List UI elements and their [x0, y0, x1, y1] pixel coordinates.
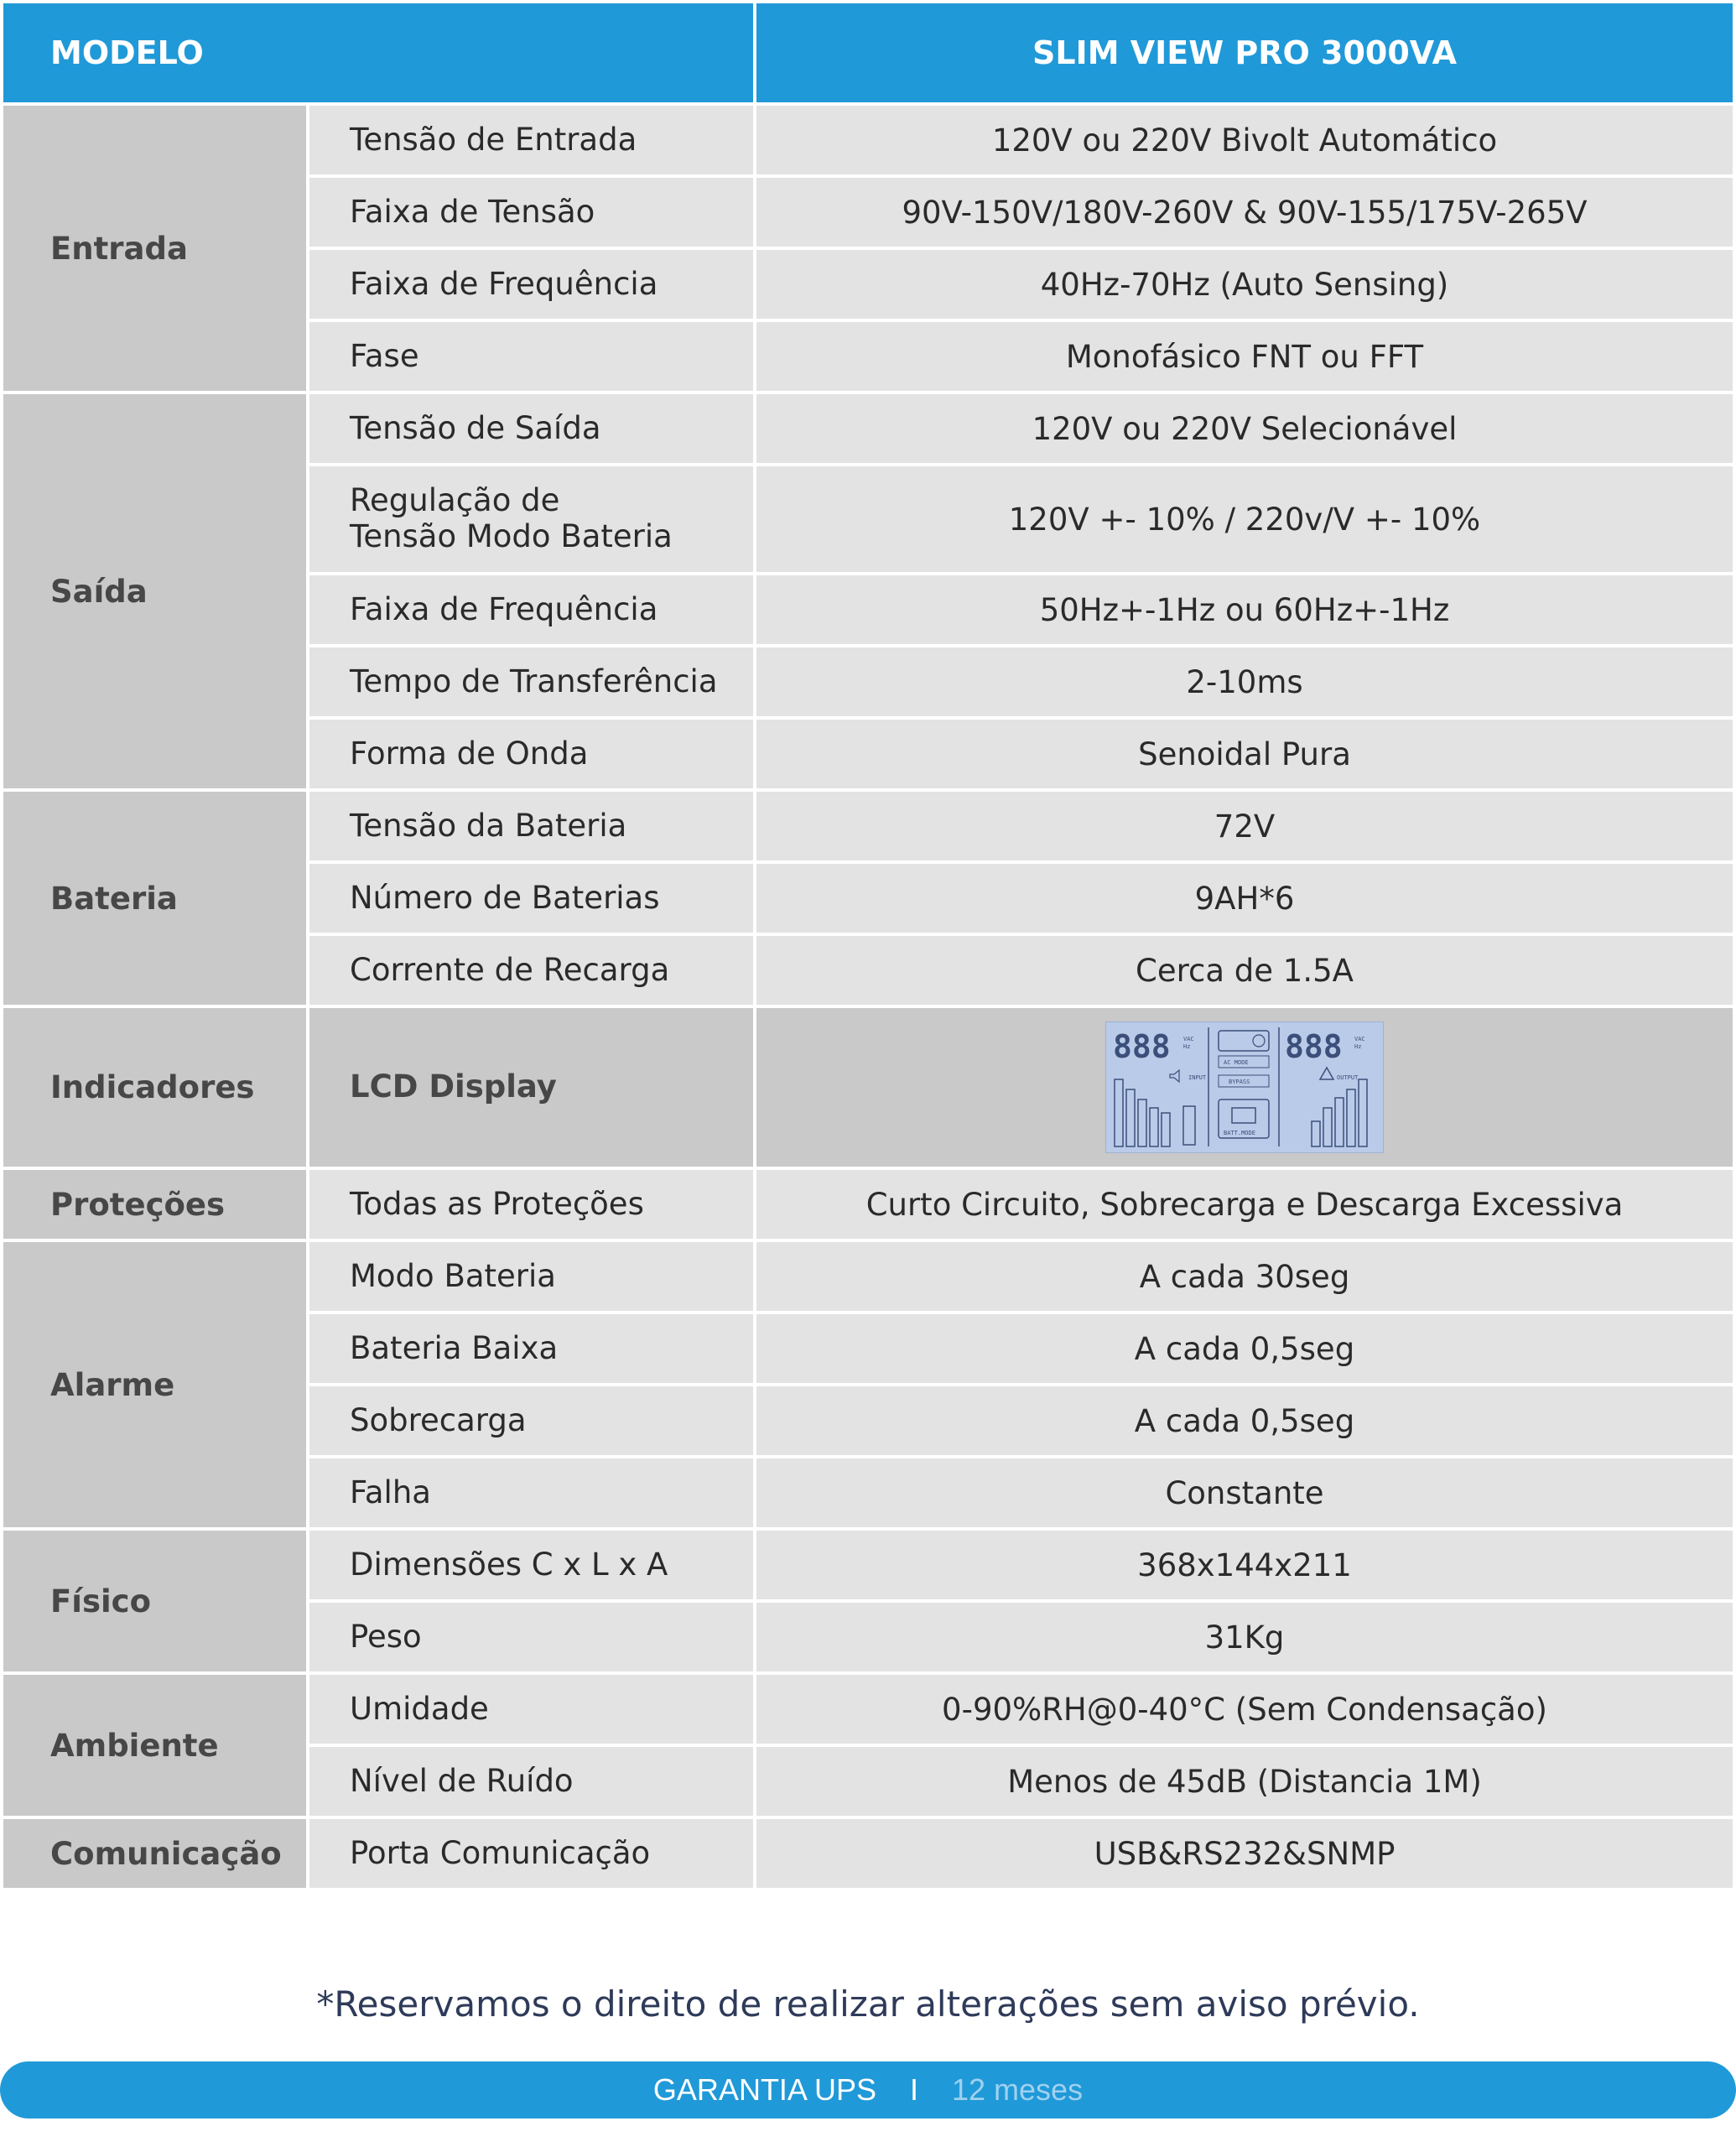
lcd-batt-mode-label: BATT.MODE — [1224, 1130, 1255, 1136]
header-model-name: SLIM VIEW PRO 3000VA — [756, 3, 1733, 106]
spec-label: Tensão de Saída — [309, 394, 756, 466]
lcd-hz-left: Hz — [1183, 1043, 1191, 1050]
lcd-display-cell — [756, 1008, 1733, 1170]
spec-label: Falha — [309, 1458, 756, 1531]
category-cell: Alarme — [3, 1242, 309, 1531]
lcd-input-bar — [1138, 1099, 1146, 1146]
lcd-plug-icon — [1219, 1031, 1269, 1051]
lcd-unit-left: VAC — [1183, 1036, 1194, 1042]
category-cell: Saída — [3, 394, 309, 792]
spec-label: Sobrecarga — [309, 1386, 756, 1458]
spec-label: Faixa de Frequência — [309, 250, 756, 322]
spec-value: 31Kg — [756, 1603, 1733, 1675]
lcd-battery-level-icon — [1183, 1106, 1195, 1145]
spec-value: 90V-150V/180V-260V & 90V-155/175V-265V — [756, 178, 1733, 250]
lcd-ac-mode-label: AC MODE — [1224, 1059, 1249, 1066]
spec-label: Nível de Ruído — [309, 1747, 756, 1819]
category-cell: Ambiente — [3, 1675, 309, 1819]
spec-label: Faixa de Tensão — [309, 178, 756, 250]
lcd-output-bar — [1312, 1121, 1320, 1146]
spec-label: Umidade — [309, 1675, 756, 1747]
lcd-input-bar — [1150, 1108, 1158, 1146]
spec-label: Todas as Proteções — [309, 1170, 756, 1242]
warranty-bar — [0, 2061, 1736, 2118]
spec-value: Constante — [756, 1458, 1733, 1531]
spec-label: Dimensões C x L x A — [309, 1531, 756, 1603]
spec-value: Monofásico FNT ou FFT — [756, 322, 1733, 394]
spec-value: 120V ou 220V Bivolt Automático — [756, 106, 1733, 178]
header-model-label: MODELO — [3, 3, 756, 106]
warranty-separator: I — [909, 2072, 918, 2107]
spec-label: Fase — [309, 322, 756, 394]
lcd-output-bar — [1335, 1098, 1344, 1146]
spec-value: A cada 0,5seg — [756, 1386, 1733, 1458]
lcd-outlet-icon — [1253, 1035, 1265, 1047]
spec-value: 0-90%RH@0-40°C (Sem Condensação) — [756, 1675, 1733, 1747]
spec-label: Número de Baterias — [309, 864, 756, 936]
spec-value: A cada 0,5seg — [756, 1314, 1733, 1386]
lcd-output-bar — [1323, 1108, 1332, 1146]
warranty-label: GARANTIA UPS — [652, 2072, 876, 2107]
lcd-input-bar — [1115, 1079, 1123, 1146]
spec-label: Forma de Onda — [309, 720, 756, 792]
spec-label: Tensão de Entrada — [309, 106, 756, 178]
spec-value: Cerca de 1.5A — [756, 936, 1733, 1008]
lcd-battery-icon — [1232, 1108, 1255, 1123]
lcd-output-bar — [1359, 1079, 1367, 1146]
spec-value: 40Hz-70Hz (Auto Sensing) — [756, 250, 1733, 322]
spec-value: USB&RS232&SNMP — [756, 1819, 1733, 1891]
category-cell: Indicadores — [3, 1008, 309, 1170]
lcd-bypass-label: BYPASS — [1229, 1079, 1250, 1085]
spec-value: Menos de 45dB (Distancia 1M) — [756, 1747, 1733, 1819]
spec-value: 120V +- 10% / 220v/V +- 10% — [756, 466, 1733, 575]
spec-label: Tensão da Bateria — [309, 792, 756, 864]
spec-label: Modo Bateria — [309, 1242, 756, 1314]
spec-label: Peso — [309, 1603, 756, 1675]
lcd-warning-icon — [1320, 1068, 1333, 1079]
lcd-input-label: INPUT — [1188, 1074, 1207, 1081]
spec-label: Porta Comunicação — [309, 1819, 756, 1891]
spec-label: Faixa de Frequência — [309, 575, 756, 647]
spec-value: 2-10ms — [756, 647, 1733, 720]
lcd-speaker-icon — [1170, 1070, 1179, 1082]
spec-value: 50Hz+-1Hz ou 60Hz+-1Hz — [756, 575, 1733, 647]
warranty-period: 12 meses — [952, 2072, 1084, 2107]
category-cell: Bateria — [3, 792, 309, 1008]
spec-value: 120V ou 220V Selecionável — [756, 394, 1733, 466]
spec-value: A cada 30seg — [756, 1242, 1733, 1314]
footnote: *Reservamos o direito de realizar alterações sem aviso prévio. — [316, 1983, 1420, 2025]
category-cell: Proteções — [3, 1170, 309, 1242]
lcd-digits-left: 888 — [1113, 1028, 1171, 1065]
lcd-output-bar — [1347, 1089, 1355, 1146]
spec-value: 368x144x211 — [756, 1531, 1733, 1603]
lcd-unit-right: VAC — [1354, 1036, 1365, 1042]
spec-label: Tempo de Transferência — [309, 647, 756, 720]
lcd-hz-right: Hz — [1354, 1043, 1362, 1050]
lcd-input-bar — [1162, 1113, 1170, 1146]
spec-label: LCD Display — [309, 1008, 756, 1170]
lcd-output-label: OUTPUT — [1337, 1074, 1359, 1081]
lcd-input-bar — [1126, 1089, 1135, 1146]
spec-label: Bateria Baixa — [309, 1314, 756, 1386]
spec-value: 72V — [756, 792, 1733, 864]
category-cell: Entrada — [3, 106, 309, 394]
spec-value: Curto Circuito, Sobrecarga e Descarga Excessiva — [756, 1170, 1733, 1242]
spec-label: Regulação de Tensão Modo Bateria — [309, 466, 756, 575]
spec-value: Senoidal Pura — [756, 720, 1733, 792]
spec-value: 9AH*6 — [756, 864, 1733, 936]
lcd-digits-right: 888 — [1285, 1028, 1343, 1065]
lcd-display-icon — [1105, 1022, 1384, 1153]
category-cell: Comunicação — [3, 1819, 309, 1891]
spec-label: Corrente de Recarga — [309, 936, 756, 1008]
spec-table — [3, 3, 1733, 1891]
category-cell: Físico — [3, 1531, 309, 1675]
